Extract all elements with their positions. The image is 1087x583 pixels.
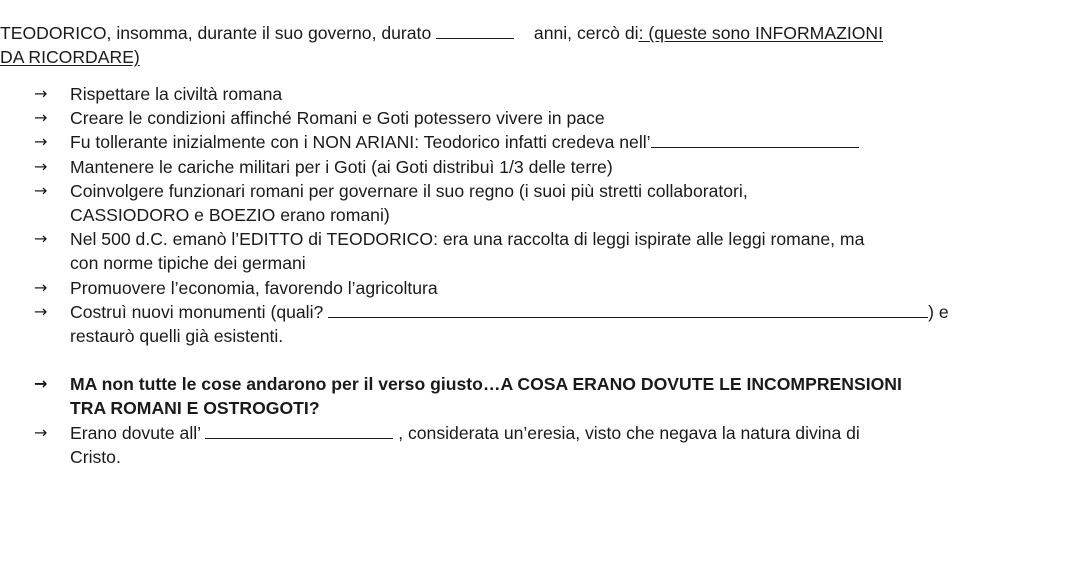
list-item: [0, 130, 1087, 154]
right-arrow-icon: →: [34, 229, 48, 249]
right-arrow-icon: →: [34, 374, 48, 394]
list-item: [0, 82, 1087, 106]
heresy-blank: [205, 422, 393, 439]
intro-text-part1: TEODORICO, insomma, durante il suo governo, durato: [0, 23, 432, 43]
list-item: [0, 276, 1087, 300]
item-text-line2: con norme tipiche dei germani: [70, 253, 306, 274]
item-text-line2: CASSIODORO e BOEZIO erano romani): [70, 205, 390, 226]
item-text: Rispettare la civiltà romana: [70, 84, 283, 104]
item-text-line1: Coinvolgere funzionari romani per governare il suo regno (i suoi più stretti collaboratori,: [70, 180, 748, 201]
right-arrow-icon: →: [34, 132, 48, 152]
list-item: [0, 372, 1087, 420]
item-text-line2: restaurò quelli già esistenti.: [70, 326, 284, 347]
list-item: [0, 179, 1087, 227]
right-arrow-icon: →: [34, 277, 48, 297]
right-arrow-icon: →: [34, 422, 48, 442]
right-arrow-icon: →: [34, 156, 48, 176]
list-item: [0, 421, 1087, 469]
item-text-line1: Nel 500 d.C. emanò l’EDITTO di TEODORICO: era una raccolta di leggi ispirate alle leggi romane, ma: [70, 229, 865, 250]
right-arrow-icon: →: [34, 84, 48, 103]
item-text: Mantenere le cariche militari per i Goti (ai Goti distribuì 1/3 delle terre): [70, 156, 613, 177]
right-arrow-icon: →: [34, 108, 48, 128]
list-item: [0, 155, 1087, 179]
spacer: [0, 348, 1087, 372]
monuments-blank: [328, 301, 928, 318]
intro-paragraph: [0, 21, 1080, 69]
years-blank: [436, 22, 514, 39]
belief-blank: [651, 131, 859, 148]
list-item: [0, 227, 1087, 275]
list-item: [0, 106, 1087, 130]
right-arrow-icon: →: [34, 301, 48, 321]
question-line2: TRA ROMANI E OSTROGOTI?: [70, 398, 320, 419]
item-text-before: Erano dovute all’: [70, 422, 201, 443]
intro-underlined-note-continued: DA RICORDARE): [0, 47, 140, 67]
item-text: Fu tollerante inizialmente con i NON ARIANI: Teodorico infatti credeva nell’: [70, 132, 651, 153]
list-item: [0, 300, 1087, 348]
item-text-line2: Cristo.: [70, 446, 121, 467]
bullet-list: [0, 82, 1087, 469]
question-line1: MA non tutte le cose andarono per il verso giusto…A COSA ERANO DOVUTE LE INCOMPRENSIONI: [70, 374, 902, 395]
item-text-after: , considerata un’eresia, visto che negava la natura divina di: [398, 422, 860, 443]
intro-underlined-note: : (queste sono INFORMAZIONI: [638, 23, 883, 43]
intro-text-part2: anni, cercò di: [533, 23, 639, 43]
item-text-after: ) e: [928, 301, 949, 322]
right-arrow-icon: →: [34, 180, 48, 200]
item-text-before: Costruì nuovi monumenti (quali?: [70, 301, 324, 322]
item-text: Promuovere l’economia, favorendo l’agricoltura: [70, 277, 438, 298]
item-text: Creare le condizioni affinché Romani e Goti potessero vivere in pace: [70, 108, 605, 129]
